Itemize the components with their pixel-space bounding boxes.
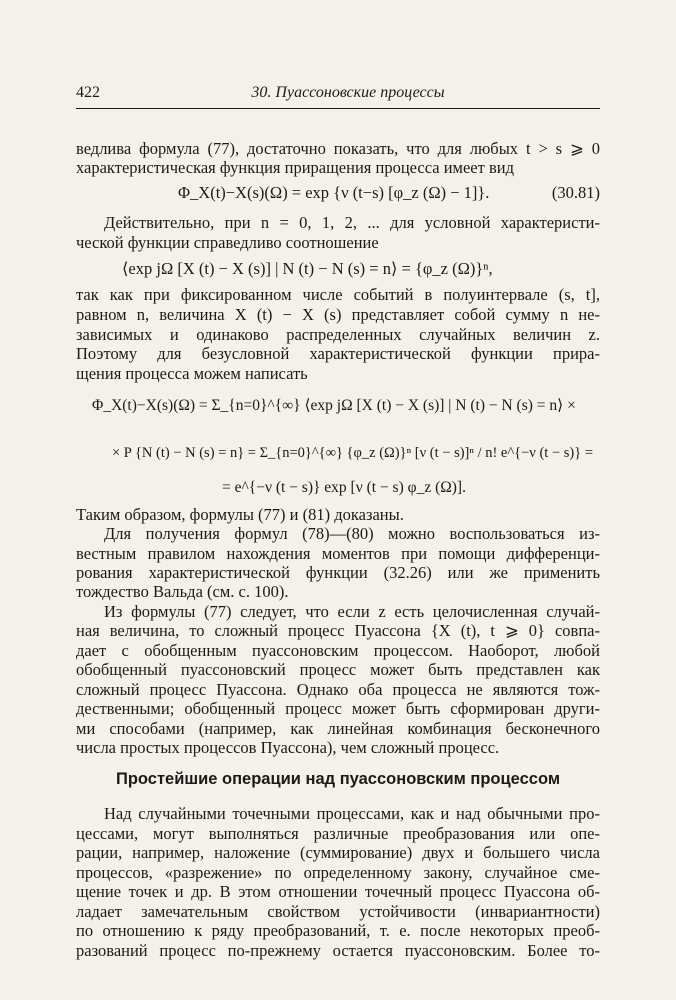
- text-line: вестным правилом нахождения моментов при помощи дифференци-: [76, 544, 600, 563]
- text-line: дает с обобщенным пуассоновским процессом. Наоборот, любой: [76, 641, 600, 660]
- text-line: обобщенный пуассоновский процесс может быть представлен как: [76, 660, 600, 679]
- text-line: так как при фиксированном числе событий в полуинтервале (s, t],: [76, 285, 600, 304]
- text-line: ческой функции справедливо соотношение: [76, 233, 379, 252]
- text-line: по отношению к ряду преобразований, т. е. после некоторых преоб-: [76, 921, 600, 940]
- text-line: рации, например, наложение (суммирование) двух и большего числа: [76, 843, 600, 862]
- text-line: щение точек и др. В этом отношении точечный процесс Пуассона об-: [76, 882, 600, 901]
- equation-number: (30.81): [551, 183, 600, 202]
- text-line: числа простых процессов Пуассона), чем сложный процесс.: [76, 738, 500, 757]
- equation-line: Φ_X(t)−X(s)(Ω) = Σ_{n=0}^{∞} ⟨exp jΩ [X (t) − X (s)] | N (t) − N (s) = n⟩ ×: [92, 397, 576, 414]
- text-line: щения процесса можем написать: [76, 364, 308, 383]
- text-line: Для получения формул (78)—(80) можно воспользоваться из-: [104, 524, 600, 543]
- text-line: равном n, величина X (t) − X (s) представляет собой сумму n не-: [76, 305, 600, 324]
- text-line: характеристическая функция приращения процесса имеет вид: [76, 158, 514, 177]
- text-line: зависимых и одинаково распределенных случайных величин z.: [76, 325, 600, 344]
- text-line: сложный процесс Пуассона. Однако оба процесса не являются тож-: [76, 680, 600, 699]
- text-line: Из формулы (77) следует, что если z есть целочисленная случай-: [104, 602, 600, 621]
- equation-line: × P {N (t) − N (s) = n} = Σ_{n=0}^{∞} {φ_z (Ω)}ⁿ [ν (t − s)]ⁿ / n! e^{−ν (t − s)} =: [112, 445, 593, 461]
- text-line: Над случайными точечными процессами, как и над обычными про-: [104, 804, 600, 823]
- text-line: ная величина, то сложный процесс Пуассона {X (t), t ⩾ 0} совпа-: [76, 621, 600, 640]
- text-line: рования характеристической функции (32.26) или же применить: [76, 563, 600, 582]
- text-line: процессов, «разрежение» по определенному закону, случайное сме-: [76, 863, 600, 882]
- running-header: [76, 84, 600, 108]
- equation-30-81: Φ_X(t)−X(s)(Ω) = exp {ν (t−s) [φ_z (Ω) − 1]}.: [178, 183, 490, 202]
- section-heading: Простейшие операции над пуассоновским процессом: [115, 770, 561, 788]
- text-line: тождество Вальда (см. с. 100).: [76, 582, 289, 601]
- running-title: 30. Пуассоновские процессы: [251, 84, 445, 101]
- text-line: Действительно, при n = 0, 1, 2, ... для условной характеристи-: [104, 213, 600, 232]
- header-rule: [76, 108, 600, 109]
- text-line: Таким образом, формулы (77) и (81) доказаны.: [76, 505, 404, 524]
- text-line: дественными; обобщенный процесс может быть сформирован други-: [76, 699, 600, 718]
- page-number: 422: [76, 84, 100, 101]
- text-line: Поэтому для безусловной характеристической функции прира-: [76, 344, 600, 363]
- text-line: цессами, могут выполняться различные преобразования или опе-: [76, 824, 600, 843]
- text-line: ладает замечательным свойством устойчивости (инвариантности): [76, 902, 600, 921]
- equation-conditional: ⟨exp jΩ [X (t) − X (s)] | N (t) − N (s) = n⟩ = {φ_z (Ω)}ⁿ,: [122, 259, 493, 278]
- equation-line: = e^{−ν (t − s)} exp [ν (t − s) φ_z (Ω)].: [222, 479, 466, 496]
- text-line: разований процесс по-прежнему остается пуассоновским. Более то-: [76, 941, 600, 960]
- text-line: ведлива формула (77), достаточно показать, что для любых t > s ⩾ 0: [76, 139, 600, 158]
- text-line: ми способами (например, как линейная комбинация бесконечного: [76, 719, 600, 738]
